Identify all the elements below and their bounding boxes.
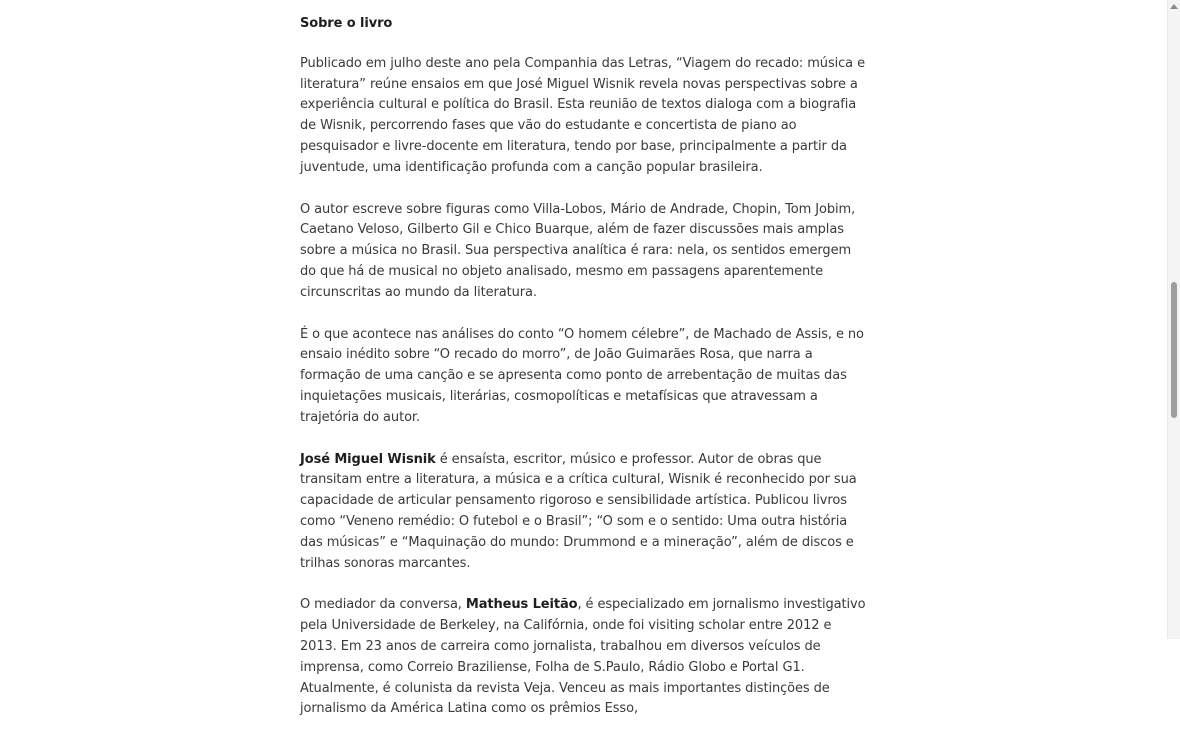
paragraph-analyses: É o que acontece nas análises do conto “O homem célebre”, de Machado de Assis, e no ensaio inédito sobre “O recado do morro”, de João Guimarães Rosa, que narra a formação de uma canção e se apresenta como ponto de arrebentação de muitas das inquietações musicais, literárias, cosmopolíticas e metafísicas que atravessam a trajetória do autor. <box>300 326 864 425</box>
article-body <box>300 14 870 741</box>
scrollbar-thumb[interactable] <box>1171 282 1177 418</box>
page-scrollbar[interactable] <box>1167 0 1180 639</box>
author-name: José Miguel Wisnik <box>300 451 436 467</box>
paragraph-author-bio <box>300 450 870 575</box>
mediator-bio-text: , é especializado em jornalismo investigativo pela Universidade de Berkeley, na Califórnia, onde foi visiting scholar entre 2012 e 2013. Em 23 anos de carreira como jornalista, trabalhou em diversos veículos de imprensa, como Correio Braziliense, Folha de S.Paulo, Rádio Globo e Portal G1. Atualmente, é colunista da revista Veja. Venceu as mais importantes distinções de jornalismo da América Latina como os prêmios Esso, <box>300 597 866 717</box>
mediator-intro-text: O mediador da conversa, <box>300 597 466 613</box>
mediator-name: Matheus Leitão <box>465 597 578 613</box>
paragraph-mediator-bio <box>300 595 870 720</box>
paragraph-author-subjects: O autor escreve sobre figuras como Villa-Lobos, Mário de Andrade, Chopin, Tom Jobim, Caetano Veloso, Gilberto Gil e Chico Buarque, além de fazer discussões mais amplas sobre a música no Brasil. Sua perspectiva analítica é rara: nela, os sentidos emergem do que há de musical no objeto analisado, mesmo em passagens aparentemente circunscritas ao mundo da literatura. <box>300 201 856 300</box>
scroll-up-arrow-icon[interactable] <box>1170 4 1178 9</box>
paragraph-book-intro: Publicado em julho deste ano pela Companhia das Letras, “Viagem do recado: música e literatura” reúne ensaios em que José Miguel Wisnik revela novas perspectivas sobre a experiência cultural e política do Brasil. Esta reunião de textos dialoga com a biografia de Wisnik, percorrendo fases que vão do estudante e concertista de piano ao pesquisador e livre-docente em literatura, tendo por base, principalmente a partir da juventude, uma identificação profunda com a canção popular brasileira. <box>300 55 865 175</box>
section-title: Sobre o livro <box>300 16 393 31</box>
author-bio-text: é ensaísta, escritor, músico e professor. Autor de obras que transitam entre a literatura, a música e a crítica cultural, Wisnik é reconhecido por sua capacidade de articular pensamento rigoroso e sensibilidade artística. Publicou livros como “Veneno remédio: O futebol e o Brasil”; “O som e o sentido: Uma outra história das músicas” e “Maquinação do mundo: Drummond e a mineração”, além de discos e trilhas sonoras marcantes. <box>300 451 857 571</box>
